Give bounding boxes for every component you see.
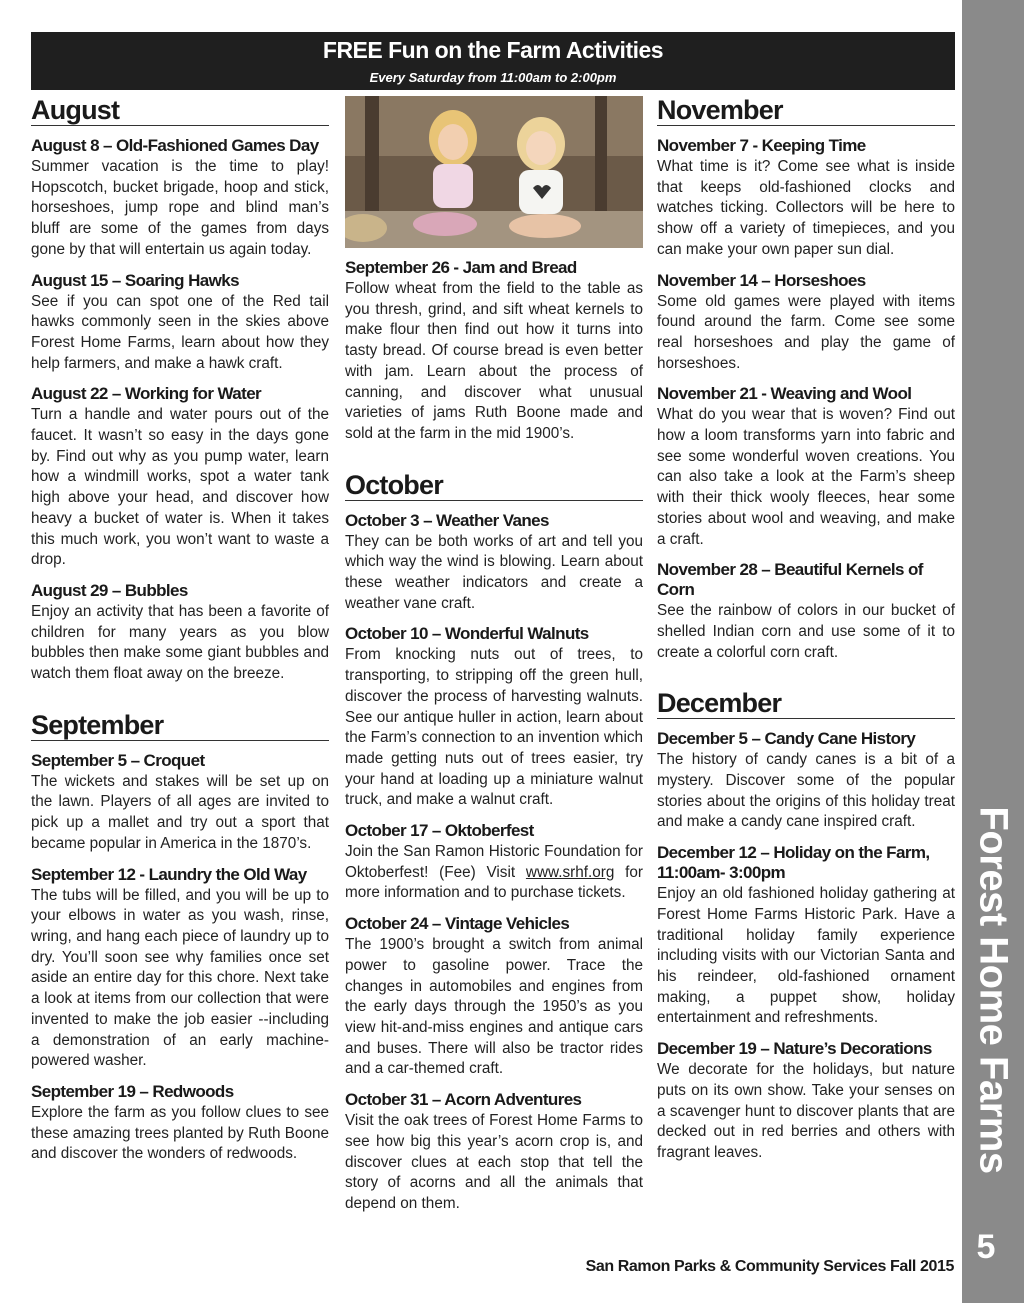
event-body: The history of candy canes is a bit of a mystery. Discover some of the popular stories about the origins of this holiday treat and make a candy cane inspired craft. bbox=[657, 751, 955, 831]
sidebar-title: Forest Home Farms bbox=[971, 806, 1016, 1174]
event-body: From knocking nuts out of trees, to transporting, to stripping off the green hull, discover the process of harvesting walnuts. See our antique huller in action, learn about the Farm’s connection to an invention which made getting nuts out of trees easier, try your hand at loading up a miniature walnut truck, and make a walnut craft. bbox=[345, 646, 643, 809]
event-title: October 10 – Wonderful Walnuts bbox=[345, 624, 589, 644]
event-title: August 22 – Working for Water bbox=[31, 384, 262, 404]
column-right bbox=[657, 96, 955, 1164]
event-body: See if you can spot one of the Red tail hawks commonly seen in the skies above Forest Home Farms, learn about how they help farmers, and make a hawk craft. bbox=[31, 292, 329, 372]
event-title: November 14 – Horseshoes bbox=[657, 270, 866, 290]
column-left bbox=[31, 96, 329, 1165]
event-body: The wickets and stakes will be set up on the lawn. Players of all ages are invited to pick up a mallet and try out a sport that became popular in America in the 1870’s. bbox=[31, 772, 329, 852]
event-body-text: Join the San Ramon Historic Foundation for Oktoberfest! (Fee) Visit bbox=[345, 843, 643, 881]
event-title: December 5 – Candy Cane History bbox=[657, 729, 916, 749]
event-title: October 24 – Vintage Vehicles bbox=[345, 914, 570, 934]
event-body: What do you wear that is woven? Find out how a loom transforms yarn into fabric and see some wonderful woven creations. You can also take a look at the Farm’s sheep with their thick wooly fleeces, hear some stories about wool and weaving, and make a craft. bbox=[657, 406, 955, 548]
event-body: See the rainbow of colors in our bucket of shelled Indian corn and use some of it to create a colorful corn craft. bbox=[657, 602, 955, 661]
event-title: November 7 - Keeping Time bbox=[657, 136, 866, 155]
event-body: Turn a handle and water pours out of the faucet. It wasn’t so easy in the days gone by. Find out why as you pump water, learn how a windmill works, spot a water tank high above your head, and discover how heavy a bucket of water is. When it takes this much work, you won’t want to waste a drop. bbox=[31, 406, 329, 569]
event-body: Enjoy an old fashioned holiday gathering at Forest Home Farms Historic Park. Have a traditional holiday family experience including visits with our Victorian Santa and his reindeer, old-fashioned ornament making, a puppet show, holiday entertainment and refreshments. bbox=[657, 885, 955, 1027]
month-heading-october: October bbox=[345, 471, 643, 501]
event-body-text: for more information and to purchase tickets. bbox=[345, 863, 643, 902]
event-body: The tubs will be filled, and you will be up to your elbows in water as you wash, rinse, wring, and hang each piece of laundry up to dry. You’ll soon see why families once set aside an entire day for this chore. Next take a look at items from our collection that were invented to make the job easier --including a demonstration of an early machine-powered washer. bbox=[31, 886, 329, 1070]
event-title: September 12 - Laundry the Old Way bbox=[31, 864, 307, 884]
event-body: Follow wheat from the field to the table as you thresh, grind, and sift wheat kernels to make flour then find out how it turns into tasty bread. Of course bread is even better with jam. Learn about the process of canning, and discover what unusual varieties of jams Ruth Boone made and sold at the farm in the mid 1900’s. bbox=[345, 280, 643, 442]
event-title: October 31 – Acorn Adventures bbox=[345, 1090, 582, 1110]
event-body bbox=[345, 842, 643, 904]
event-title: December 19 – Nature’s Decorations bbox=[657, 1039, 932, 1059]
banner-subtitle: Every Saturday from 11:00am to 2:00pm bbox=[369, 70, 617, 85]
event-title: September 19 – Redwoods bbox=[31, 1081, 234, 1101]
header-banner bbox=[31, 32, 955, 90]
event-title: August 29 – Bubbles bbox=[31, 580, 188, 600]
event-body: What time is it? Come see what is inside that keeps old-fashioned clocks and watches ticking. Collectors will be here to show off a variety of timepieces, and you can make your own paper sun dial. bbox=[657, 158, 955, 258]
event-title: October 3 – Weather Vanes bbox=[345, 510, 549, 530]
event-title: December 12 – Holiday on the Farm, 11:00am- 3:00pm bbox=[657, 843, 930, 883]
month-heading-august: August bbox=[31, 96, 329, 126]
month-heading-december: December bbox=[657, 689, 955, 719]
event-body: Some old games were played with items found around the farm. Come see some real horseshoes and play the game of horseshoes. bbox=[657, 292, 955, 372]
event-title: September 5 – Croquet bbox=[31, 750, 205, 770]
event-body: They can be both works of art and tell you which way the wind is blowing. Learn about these weather indicators and create a weather vane craft. bbox=[345, 532, 643, 612]
event-body: Summer vacation is the time to play! Hopscotch, bucket brigade, hoop and stick, horseshoes, jump rope and blind man’s bluff are some of the games from days gone by that will entertain us again today. bbox=[31, 158, 329, 258]
event-body: Visit the oak trees of Forest Home Farms to see how big this year’s acorn crop is, and discover clues at each stop that tell the story of acorns and all the animals that depend on them. bbox=[345, 1112, 643, 1212]
event-body: Explore the farm as you follow clues to see these amazing trees planted by Ruth Boone and discover the wonders of redwoods. bbox=[31, 1103, 329, 1163]
month-heading-november: November bbox=[657, 96, 955, 126]
month-heading-september: September bbox=[31, 711, 329, 741]
event-title: November 21 - Weaving and Wool bbox=[657, 384, 912, 404]
event-body: The 1900’s brought a switch from animal power to gasoline power. Trace the changes in automobiles and engines from the early days through the 1950’s as you view hit-and-miss engines and antique cars and buses. There will also be tractor rides and a car-themed craft. bbox=[345, 936, 643, 1078]
event-body: Enjoy an activity that has been a favorite of children for many years as you blow bubbles then make some giant bubbles and watch them float away on the breeze. bbox=[31, 602, 329, 683]
banner-title: FREE Fun on the Farm Activities bbox=[322, 37, 664, 63]
children-photo bbox=[345, 96, 643, 248]
event-title: November 28 – Beautiful Kernels of Corn bbox=[657, 560, 923, 600]
event-title: September 26 - Jam and Bread bbox=[345, 258, 577, 277]
event-title: August 15 – Soaring Hawks bbox=[31, 270, 239, 290]
column-middle bbox=[345, 96, 643, 1215]
footer-text: San Ramon Parks & Community Services Fall 2015 bbox=[585, 1258, 954, 1275]
event-title: October 17 – Oktoberfest bbox=[345, 821, 534, 841]
srhf-link[interactable]: www.srhf.org bbox=[525, 863, 615, 881]
event-body: We decorate for the holidays, but nature puts on its own show. Take your senses on a scavenger hunt to discover plants that are decked out in red berries and others with fragrant leaves. bbox=[657, 1061, 955, 1161]
event-title: August 8 – Old-Fashioned Games Day bbox=[31, 136, 319, 155]
page-number: 5 bbox=[976, 1228, 996, 1266]
children-photo-illustration bbox=[345, 96, 643, 248]
